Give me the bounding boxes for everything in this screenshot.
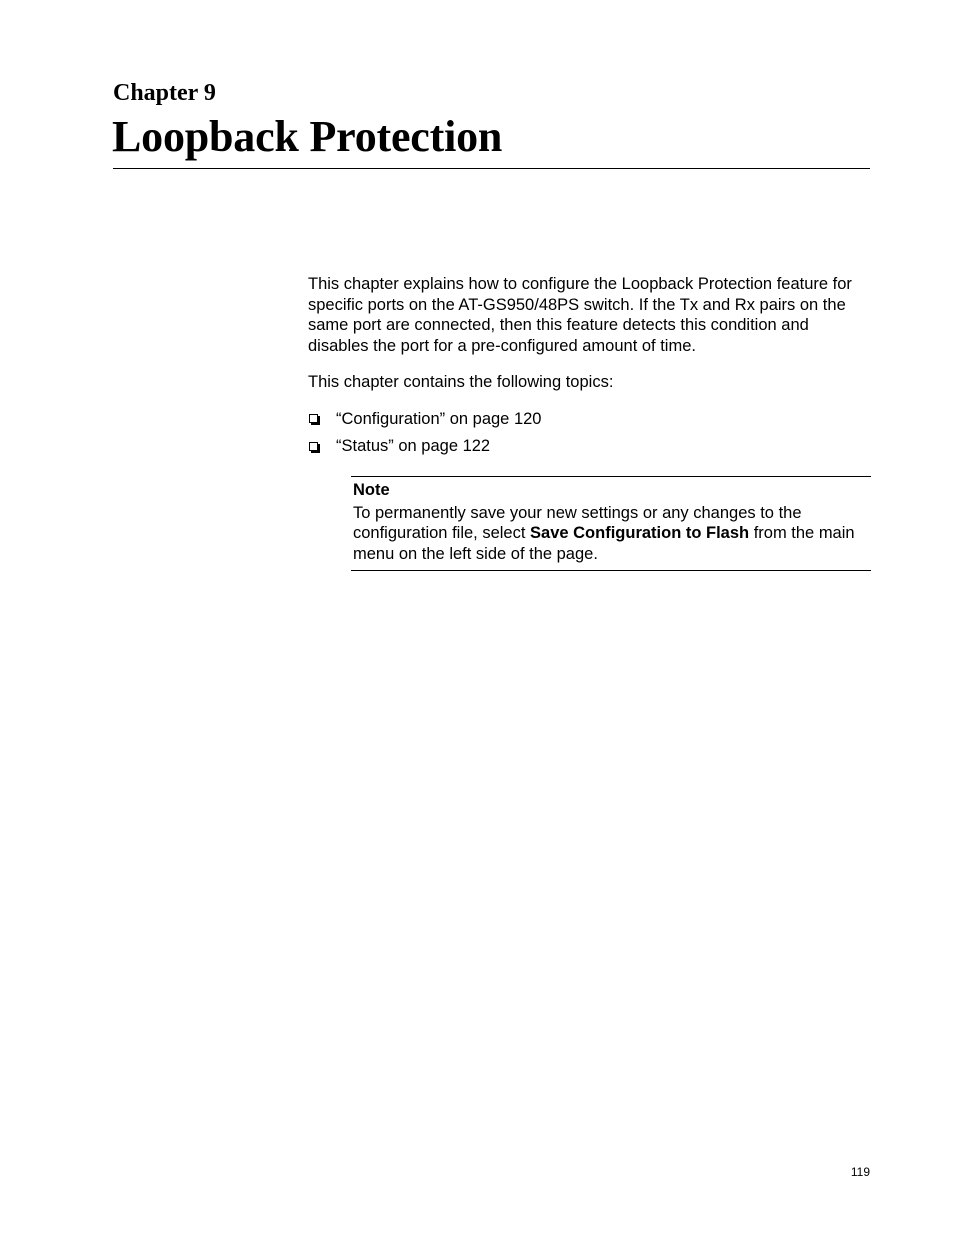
checkbox-bullet-icon (309, 414, 318, 423)
chapter-label: Chapter 9 (113, 80, 216, 106)
page-number: 119 (850, 1165, 870, 1179)
chapter-body (308, 274, 873, 464)
note-text (353, 503, 869, 565)
note-box (351, 476, 871, 571)
topic-item-configuration[interactable] (308, 409, 873, 430)
topics-lead-paragraph: This chapter contains the following topics: (308, 373, 614, 391)
chapter-title: Loopback Protection (112, 112, 503, 161)
topic-link-configuration[interactable]: “Configuration” on page 120 (336, 409, 542, 428)
note-text-bold: Save Configuration to Flash (530, 524, 750, 542)
title-divider (113, 168, 870, 169)
topic-list (308, 409, 873, 457)
topic-item-status[interactable] (308, 436, 873, 457)
topic-link-status[interactable]: “Status” on page 122 (336, 437, 491, 455)
note-text-before: To permanently save your new settings or any changes to the configuration file, select (353, 503, 802, 542)
note-text-after: from the main menu on the left side of the page. (353, 524, 855, 563)
checkbox-bullet-icon (309, 442, 318, 451)
note-heading: Note (353, 481, 390, 499)
intro-paragraph: This chapter explains how to configure the Loopback Protection feature for specific ports on the AT-GS950/48PS switch. If the Tx and Rx pairs on the same port are connected, then this feature detects this condition and disables the port for a pre-configured amount of time. (308, 275, 852, 355)
